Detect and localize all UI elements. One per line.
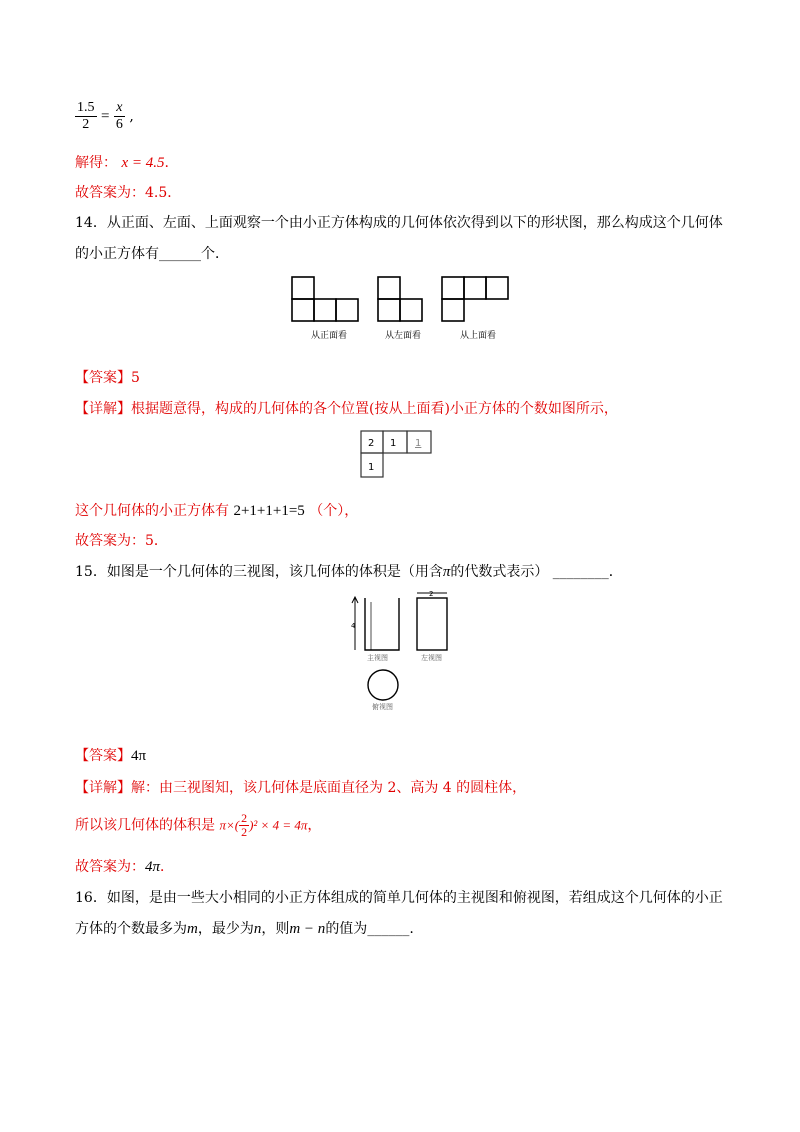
left-view-label: 左视图 bbox=[421, 654, 442, 662]
top-view-cell bbox=[464, 277, 486, 299]
q14-answer: 【答案】5 bbox=[75, 370, 140, 386]
front-view-cell bbox=[292, 299, 314, 321]
top-view-cell bbox=[486, 277, 508, 299]
left-view-shape bbox=[417, 598, 447, 650]
front-view-shape bbox=[365, 598, 399, 650]
q14-text-line2: 的小正方体有______个． bbox=[75, 246, 229, 262]
height-value: 4 bbox=[351, 622, 356, 630]
top-view-circle bbox=[368, 670, 398, 700]
proportion-equation: $\frac{1.5}{2}$ = $\frac{x}{6}$ , bbox=[77, 100, 134, 132]
width-value: 2 bbox=[429, 590, 434, 598]
q15-detail: 【详解】解：由三视图知，该几何体是底面直径为 2、高为 4 的圆柱体， bbox=[75, 780, 527, 796]
left-view-cell bbox=[400, 299, 422, 321]
left-view-cell bbox=[378, 299, 400, 321]
q15-volume-line: 所以该几何体的体积是 π×( $\frac{2}{2}$ )² × 4 = 4π， bbox=[75, 811, 322, 839]
q14-blank: ______ bbox=[159, 246, 201, 262]
top-view-label: 俯视图 bbox=[372, 703, 393, 711]
q15-text-line1: 15．如图是一个几何体的三视图，该几何体的体积是（用含π的代数式表示） ________． bbox=[75, 564, 623, 580]
q16-text-line2: 方体的个数最多为m，最少为n，则m − n的值为______. bbox=[75, 921, 414, 937]
front-view-cell bbox=[336, 299, 358, 321]
q15-answer: 【答案】4π bbox=[75, 748, 147, 764]
q14-sum-line: 这个几何体的小正方体有 2+1+1+1=5 （个）， bbox=[75, 503, 359, 519]
left-view-cell bbox=[378, 277, 400, 299]
q15-final: 故答案为：4π． bbox=[75, 859, 175, 875]
front-view-label: 主视图 bbox=[367, 654, 388, 662]
fraction-1-5-over-2: $\frac{1.5}{2}$ bbox=[77, 100, 95, 132]
q14-final: 故答案为：5． bbox=[75, 533, 168, 549]
top-view-label: 从上面看 bbox=[460, 331, 497, 341]
grid-value: 1 bbox=[415, 438, 422, 449]
grid-value: 2 bbox=[368, 438, 375, 449]
top-view-cell bbox=[442, 299, 464, 321]
q14-three-views-figure bbox=[285, 270, 525, 345]
answer-line-1: 故答案为：4.5． bbox=[75, 185, 182, 201]
left-view-label: 从左面看 bbox=[385, 331, 422, 341]
q16-text-line1: 16．如图，是由一些大小相同的小正方体组成的简单几何体的主视图和俯视图，若组成这个几何体的小正 bbox=[75, 890, 723, 906]
front-view-cell bbox=[314, 299, 336, 321]
grid-value: 1 bbox=[368, 462, 375, 473]
q14-detail: 【详解】根据题意得，构成的几何体的各个位置(按从上面看)小正方体的个数如图所示， bbox=[75, 401, 618, 417]
q15-blank: ________ bbox=[552, 564, 609, 580]
top-view-cell bbox=[442, 277, 464, 299]
q16-blank: ______ bbox=[367, 921, 410, 937]
solve-line: 解得： x = 4.5. bbox=[75, 155, 169, 171]
front-view-label: 从正面看 bbox=[311, 331, 348, 341]
volume-fraction: $\frac{2}{2}$ bbox=[241, 811, 248, 839]
q14-text-line1: 14．从正面、左面、上面观察一个由小正方体构成的几何体依次得到以下的形状图，那么构成这个几何体 bbox=[75, 215, 723, 231]
grid-value: 1 bbox=[390, 438, 397, 449]
fraction-x-over-6: $\frac{x}{6}$ bbox=[115, 100, 123, 132]
q15-three-views-figure bbox=[345, 588, 465, 713]
q14-count-grid bbox=[358, 428, 438, 480]
front-view-cell bbox=[292, 277, 314, 299]
